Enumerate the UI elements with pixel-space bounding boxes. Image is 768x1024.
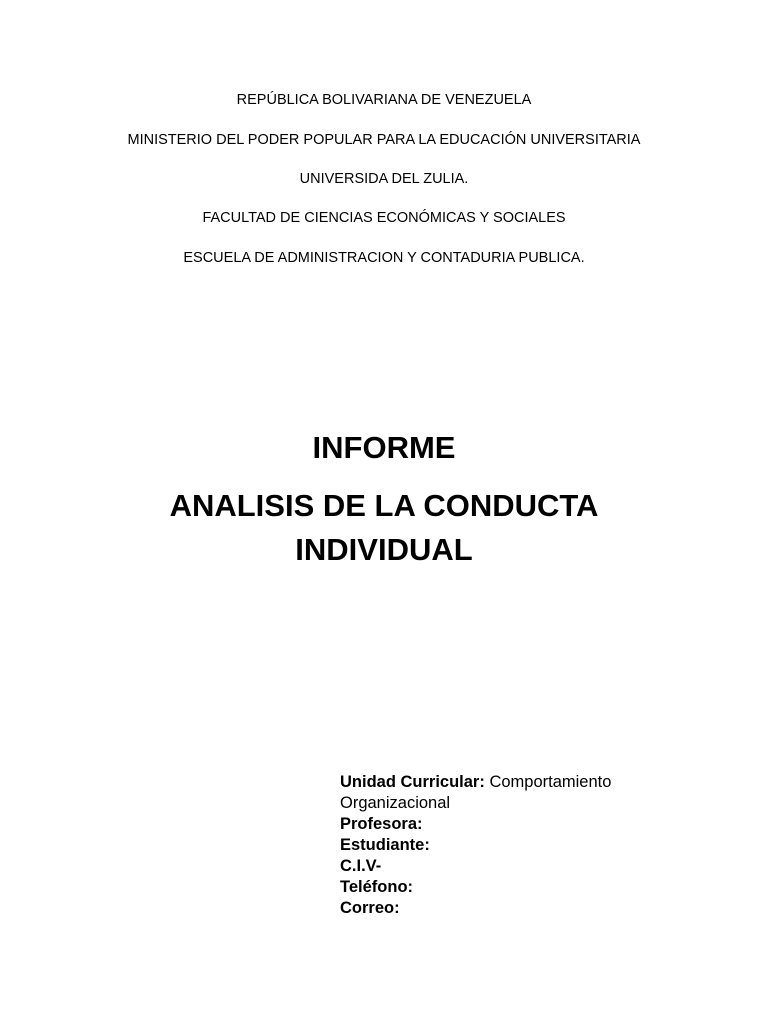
estudiante-label: Estudiante: <box>340 836 430 854</box>
unidad-curricular-row <box>340 772 660 793</box>
telefono-label: Teléfono: <box>340 878 414 896</box>
header-faculty: FACULTAD DE CIENCIAS ECONÓMICAS Y SOCIALES <box>202 210 566 226</box>
header-ministry: MINISTERIO DEL PODER POPULAR PARA LA EDUCACIÓN UNIVERSITARIA <box>127 132 641 148</box>
document-title-line1: ANALISIS DE LA CONDUCTA <box>169 488 599 523</box>
unidad-curricular-value-cont: Organizacional <box>340 794 451 812</box>
unidad-curricular-value: Comportamiento <box>489 773 612 791</box>
header-school: ESCUELA DE ADMINISTRACION Y CONTADURIA PUBLICA. <box>183 250 585 266</box>
civ-label: C.I.V- <box>340 857 382 875</box>
document-type-title: INFORME <box>312 430 456 465</box>
correo-label: Correo: <box>340 899 400 917</box>
header-university: UNIVERSIDA DEL ZULIA. <box>299 171 469 187</box>
profesora-label: Profesora: <box>340 815 423 833</box>
header-country: REPÚBLICA BOLIVARIANA DE VENEZUELA <box>236 92 532 108</box>
unidad-curricular-label: Unidad Curricular: <box>340 773 485 791</box>
document-title-line2: INDIVIDUAL <box>295 532 473 567</box>
student-info-block <box>340 772 660 919</box>
